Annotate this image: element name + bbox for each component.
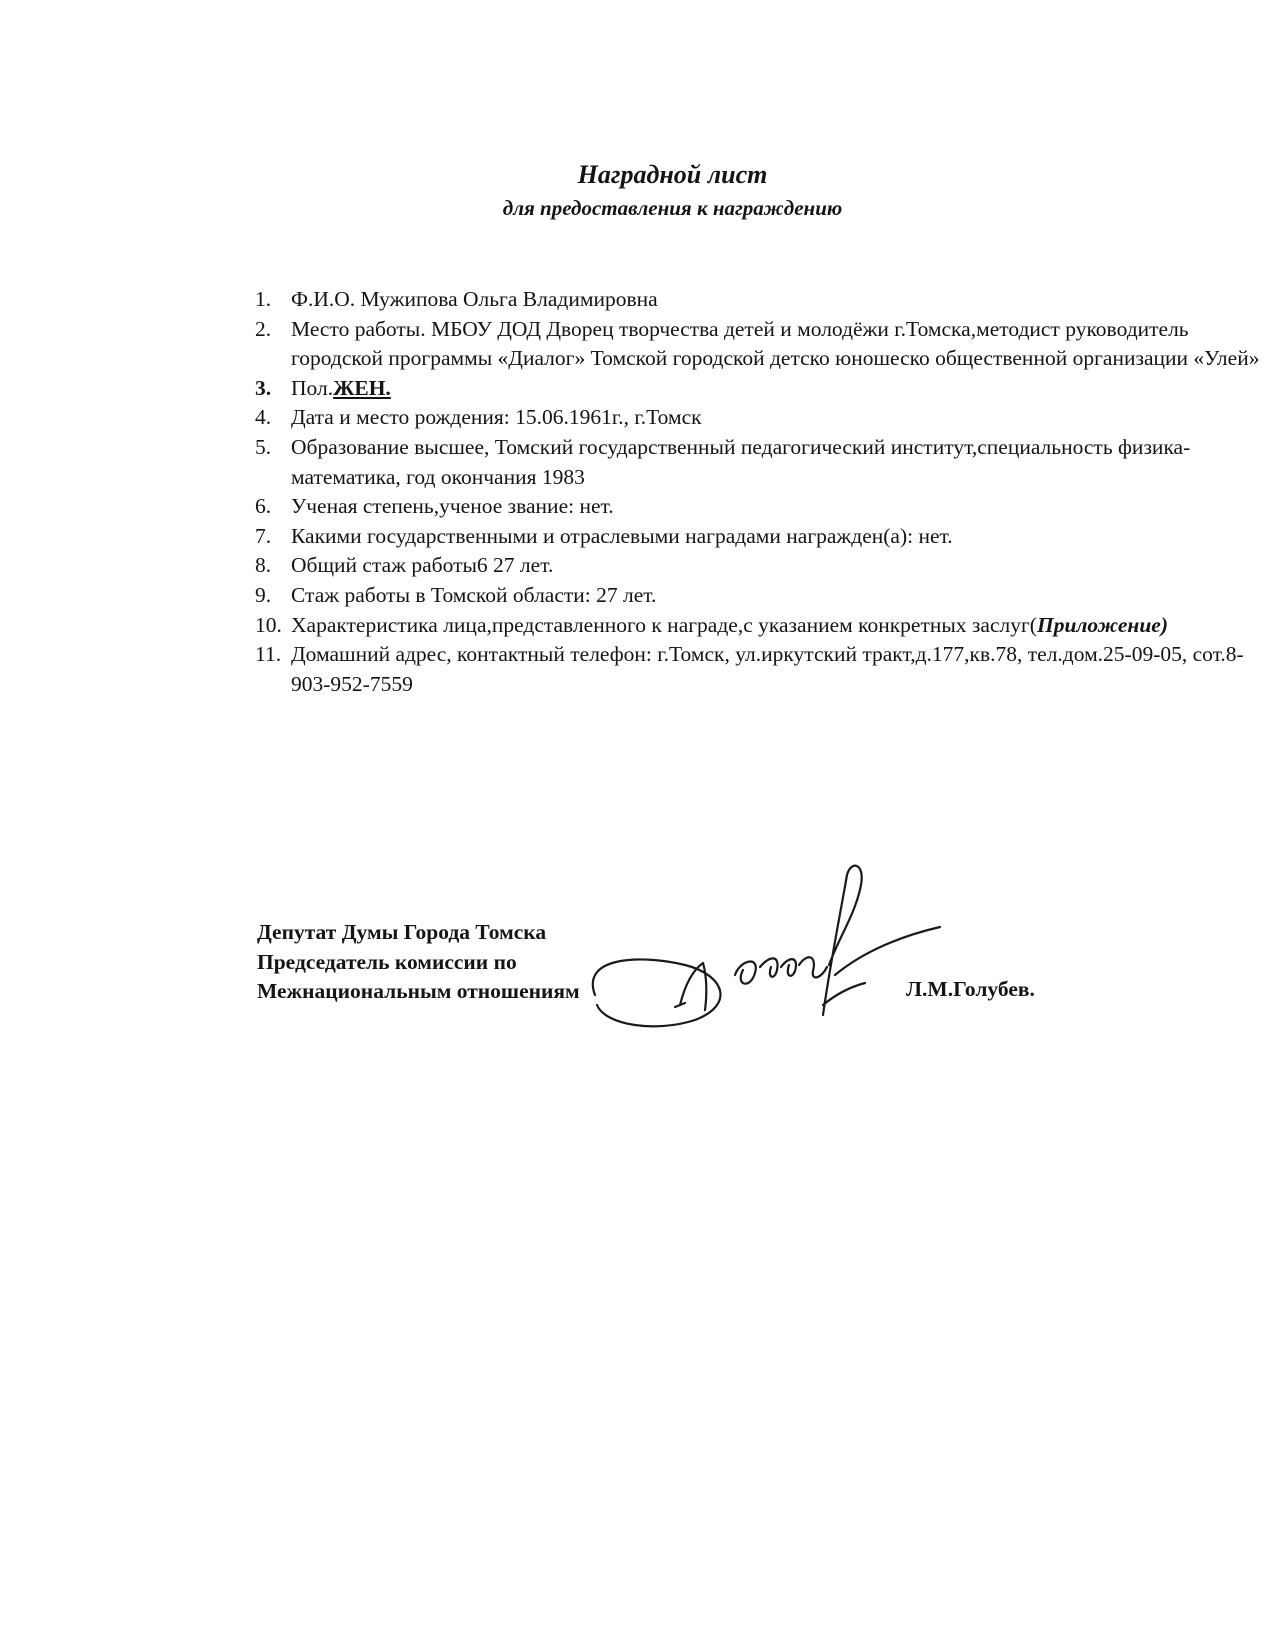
list-item-degree	[255, 492, 1265, 522]
item-number: 3.	[255, 375, 272, 400]
list-item-workplace	[255, 315, 1265, 374]
item-number: 2.	[255, 316, 272, 341]
list-item-characteristic	[255, 611, 1265, 641]
gender-value: ЖЕН.	[333, 375, 391, 400]
characteristic-text: Характеристика лица,представленного к награде,с указанием конкретных заслуг(	[291, 612, 1037, 637]
appendix-reference: Приложение)	[1036, 612, 1168, 637]
item-text: Образование высшее, Томский государственный педагогический институт,специальность физика-математика, год окончания 1983	[291, 434, 1191, 489]
item-text	[291, 374, 1265, 404]
item-text: Ф.И.О. Мужипова Ольга Владимировна	[291, 287, 658, 311]
item-text: Домашний адрес, контактный телефон: г.Томск, ул.иркутский тракт,д.177,кв.78, тел.дом.25-09-05, сот.8-903-952-7559	[291, 642, 1244, 696]
signatory-title	[257, 918, 580, 1007]
signatory-line-3: Межнациональным отношениям	[257, 979, 580, 1004]
handwritten-signature	[585, 855, 945, 1035]
signatory-line-1: Депутат Думы Города Томска	[257, 920, 547, 944]
item-text: Общий стаж работы6 27 лет.	[291, 553, 554, 578]
item-number: 11.	[255, 642, 282, 667]
item-number: 10.	[255, 612, 282, 637]
signatory-name: Л.М.Голубев.	[906, 977, 1035, 1001]
item-text: Дата и место рождения: 15.06.1961г., г.Томск	[291, 405, 702, 430]
item-number: 5.	[255, 434, 272, 459]
item-number: 9.	[255, 582, 272, 607]
list-item-education	[255, 433, 1265, 492]
item-text: Ученая степень,ученое звание: нет.	[291, 494, 614, 519]
item-number: 8.	[255, 553, 272, 578]
list-item-awards	[255, 522, 1265, 552]
item-text: Место работы. МБОУ ДОД Дворец творчества детей и молодёжи г.Томска,методист руководитель городской программы «Диалог» Томской городской детско юношеско общественной организации «Улей»	[291, 316, 1260, 371]
item-text: Какими государственными и отраслевыми наградами награжден(а): нет.	[291, 523, 953, 548]
item-text: Стаж работы в Томской области: 27 лет.	[291, 582, 657, 607]
award-details-list	[255, 285, 1265, 699]
item-number: 1.	[255, 287, 272, 311]
item-text	[291, 611, 1265, 641]
item-number: 6.	[255, 494, 272, 519]
list-item-gender	[255, 374, 1265, 404]
item-number: 4.	[255, 405, 272, 430]
list-item-regional-experience	[255, 581, 1265, 611]
list-item-address	[255, 640, 1265, 699]
item-number: 7.	[255, 523, 272, 548]
list-item-name	[255, 285, 1265, 315]
document-title: Наградной лист	[577, 160, 768, 189]
list-item-total-experience	[255, 551, 1265, 581]
signatory-line-2: Председатель комиссии по	[257, 949, 517, 974]
gender-label: Пол.	[291, 375, 334, 400]
list-item-birth	[255, 403, 1265, 433]
document-subtitle: для предоставления к награждению	[502, 196, 843, 220]
